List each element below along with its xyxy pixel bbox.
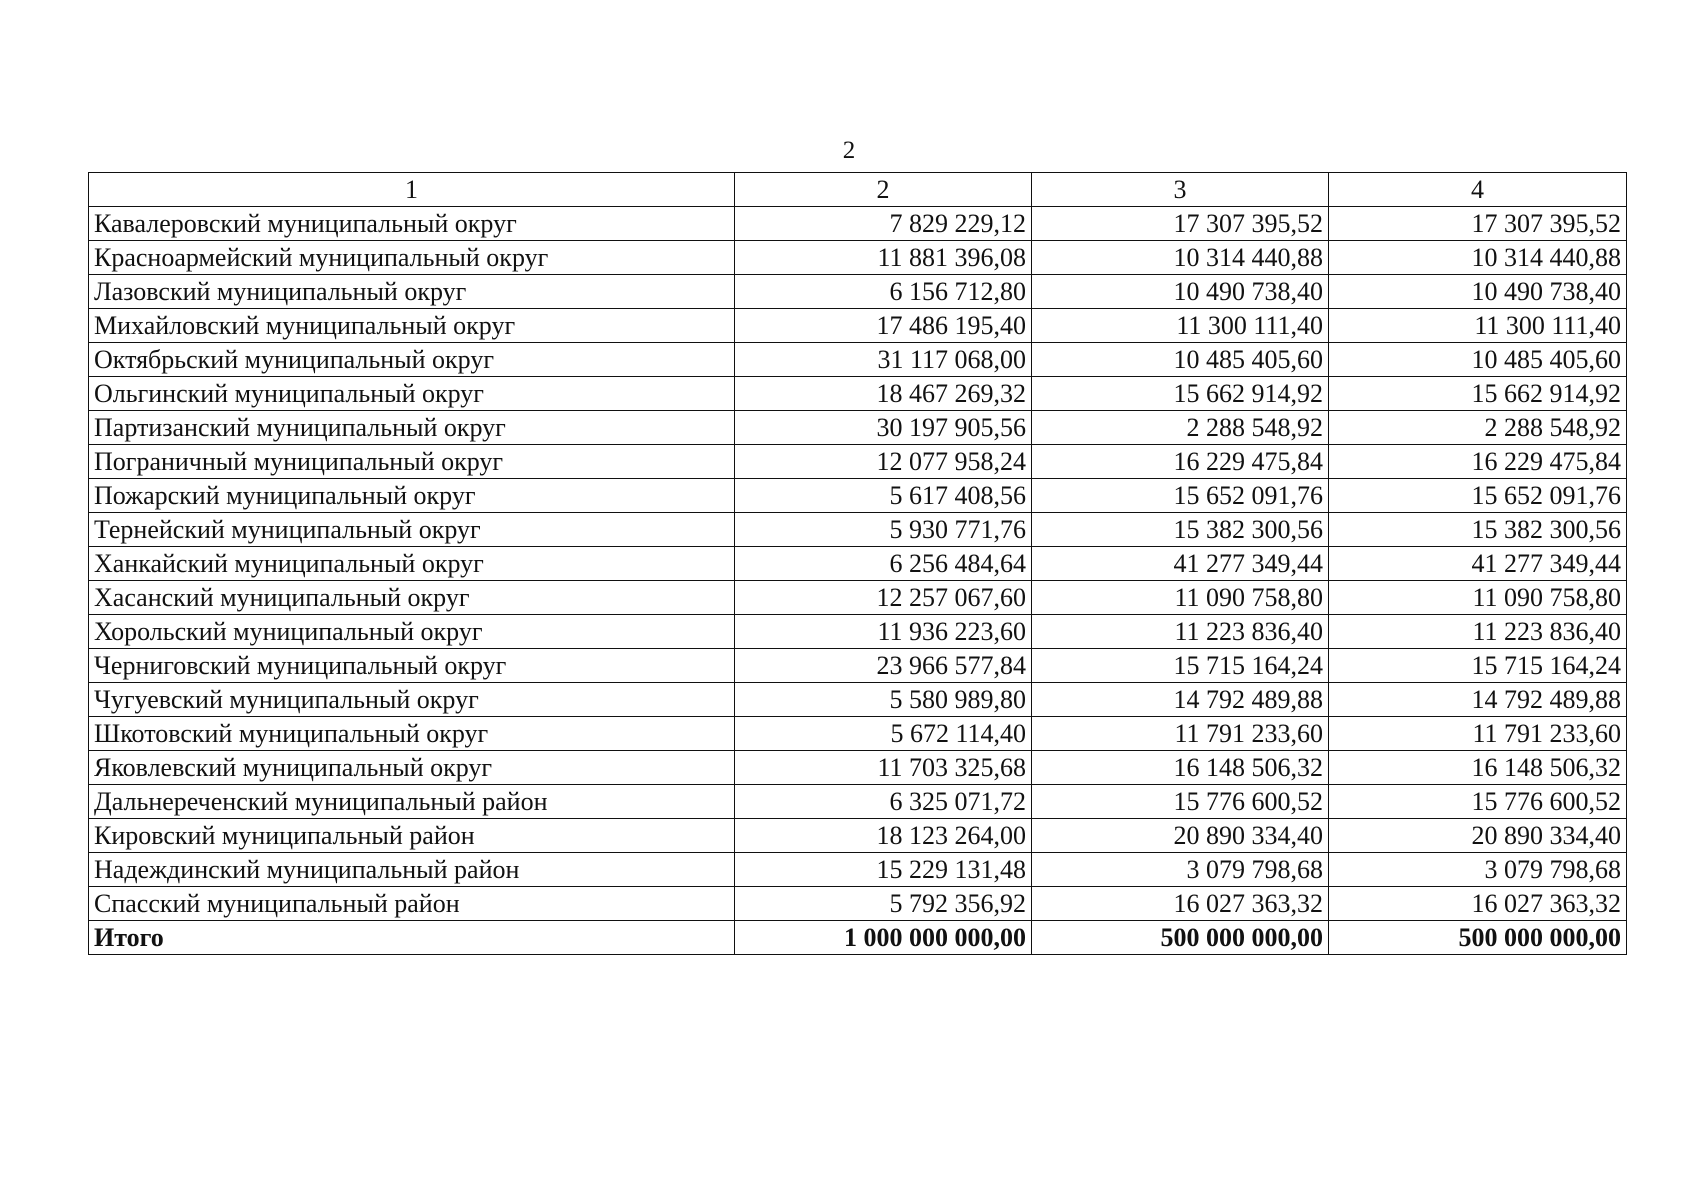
table-row <box>89 819 1627 853</box>
total-row <box>89 921 1627 955</box>
cell-col-2: 5 792 356,92 <box>735 887 1032 921</box>
total-cell-3: 500 000 000,00 <box>1032 921 1329 955</box>
cell-col-4: 11 090 758,80 <box>1329 581 1627 615</box>
cell-col-4: 15 662 914,92 <box>1329 377 1627 411</box>
municipality-name: Кировский муниципальный район <box>89 819 735 853</box>
cell-col-4: 15 715 164,24 <box>1329 649 1627 683</box>
cell-col-4: 10 490 738,40 <box>1329 275 1627 309</box>
municipality-name: Красноармейский муниципальный округ <box>89 241 735 275</box>
cell-col-4: 16 148 506,32 <box>1329 751 1627 785</box>
total-label: Итого <box>89 921 735 955</box>
cell-col-2: 5 930 771,76 <box>735 513 1032 547</box>
cell-col-3: 10 485 405,60 <box>1032 343 1329 377</box>
cell-col-3: 11 090 758,80 <box>1032 581 1329 615</box>
table-row <box>89 547 1627 581</box>
cell-col-3: 17 307 395,52 <box>1032 207 1329 241</box>
cell-col-4: 15 776 600,52 <box>1329 785 1627 819</box>
table-row <box>89 207 1627 241</box>
cell-col-2: 11 703 325,68 <box>735 751 1032 785</box>
cell-col-2: 31 117 068,00 <box>735 343 1032 377</box>
cell-col-4: 3 079 798,68 <box>1329 853 1627 887</box>
table-row <box>89 241 1627 275</box>
cell-col-2: 11 881 396,08 <box>735 241 1032 275</box>
municipality-name: Михайловский муниципальный округ <box>89 309 735 343</box>
cell-col-4: 41 277 349,44 <box>1329 547 1627 581</box>
cell-col-2: 5 617 408,56 <box>735 479 1032 513</box>
cell-col-3: 20 890 334,40 <box>1032 819 1329 853</box>
cell-col-3: 3 079 798,68 <box>1032 853 1329 887</box>
cell-col-2: 6 156 712,80 <box>735 275 1032 309</box>
table-row <box>89 717 1627 751</box>
municipality-name: Яковлевский муниципальный округ <box>89 751 735 785</box>
total-cell-2: 1 000 000 000,00 <box>735 921 1032 955</box>
municipality-name: Пограничный муниципальный округ <box>89 445 735 479</box>
cell-col-2: 6 256 484,64 <box>735 547 1032 581</box>
cell-col-2: 15 229 131,48 <box>735 853 1032 887</box>
table-row <box>89 275 1627 309</box>
cell-col-3: 15 382 300,56 <box>1032 513 1329 547</box>
cell-col-2: 17 486 195,40 <box>735 309 1032 343</box>
cell-col-4: 17 307 395,52 <box>1329 207 1627 241</box>
cell-col-3: 10 314 440,88 <box>1032 241 1329 275</box>
cell-col-4: 15 652 091,76 <box>1329 479 1627 513</box>
municipality-name: Кавалеровский муниципальный округ <box>89 207 735 241</box>
cell-col-2: 30 197 905,56 <box>735 411 1032 445</box>
table-row <box>89 513 1627 547</box>
cell-col-3: 41 277 349,44 <box>1032 547 1329 581</box>
table-row <box>89 887 1627 921</box>
municipality-name: Дальнереченский муниципальный район <box>89 785 735 819</box>
municipality-name: Хасанский муниципальный округ <box>89 581 735 615</box>
table-row <box>89 343 1627 377</box>
table-row <box>89 309 1627 343</box>
column-header-2: 2 <box>735 173 1032 207</box>
cell-col-3: 11 300 111,40 <box>1032 309 1329 343</box>
cell-col-4: 11 300 111,40 <box>1329 309 1627 343</box>
cell-col-2: 5 672 114,40 <box>735 717 1032 751</box>
table-row <box>89 785 1627 819</box>
municipality-name: Ханкайский муниципальный округ <box>89 547 735 581</box>
table-row <box>89 853 1627 887</box>
table-row <box>89 649 1627 683</box>
municipality-name: Спасский муниципальный район <box>89 887 735 921</box>
municipality-name: Лазовский муниципальный округ <box>89 275 735 309</box>
cell-col-3: 16 148 506,32 <box>1032 751 1329 785</box>
cell-col-4: 2 288 548,92 <box>1329 411 1627 445</box>
cell-col-3: 16 027 363,32 <box>1032 887 1329 921</box>
cell-col-4: 10 314 440,88 <box>1329 241 1627 275</box>
cell-col-4: 10 485 405,60 <box>1329 343 1627 377</box>
cell-col-4: 11 791 233,60 <box>1329 717 1627 751</box>
table-body <box>89 207 1627 921</box>
cell-col-2: 5 580 989,80 <box>735 683 1032 717</box>
municipality-name: Черниговский муниципальный округ <box>89 649 735 683</box>
cell-col-3: 10 490 738,40 <box>1032 275 1329 309</box>
table-row <box>89 479 1627 513</box>
page-number: 2 <box>842 137 856 164</box>
cell-col-2: 18 467 269,32 <box>735 377 1032 411</box>
cell-col-4: 15 382 300,56 <box>1329 513 1627 547</box>
column-header-3: 3 <box>1032 173 1329 207</box>
municipality-name: Тернейский муниципальный округ <box>89 513 735 547</box>
header-row <box>89 173 1627 207</box>
table-row <box>89 615 1627 649</box>
cell-col-4: 14 792 489,88 <box>1329 683 1627 717</box>
table-row <box>89 377 1627 411</box>
cell-col-2: 11 936 223,60 <box>735 615 1032 649</box>
cell-col-2: 6 325 071,72 <box>735 785 1032 819</box>
table-row <box>89 581 1627 615</box>
cell-col-3: 15 652 091,76 <box>1032 479 1329 513</box>
cell-col-2: 7 829 229,12 <box>735 207 1032 241</box>
municipality-name: Надеждинский муниципальный район <box>89 853 735 887</box>
cell-col-2: 18 123 264,00 <box>735 819 1032 853</box>
cell-col-3: 15 776 600,52 <box>1032 785 1329 819</box>
column-header-4: 4 <box>1329 173 1627 207</box>
table-row <box>89 683 1627 717</box>
cell-col-4: 20 890 334,40 <box>1329 819 1627 853</box>
cell-col-3: 11 223 836,40 <box>1032 615 1329 649</box>
table-row <box>89 751 1627 785</box>
cell-col-3: 16 229 475,84 <box>1032 445 1329 479</box>
table-row <box>89 411 1627 445</box>
municipality-name: Октябрьский муниципальный округ <box>89 343 735 377</box>
cell-col-2: 12 257 067,60 <box>735 581 1032 615</box>
cell-col-3: 11 791 233,60 <box>1032 717 1329 751</box>
cell-col-4: 16 229 475,84 <box>1329 445 1627 479</box>
table-row <box>89 445 1627 479</box>
total-cell-4: 500 000 000,00 <box>1329 921 1627 955</box>
column-header-1: 1 <box>89 173 735 207</box>
municipality-name: Партизанский муниципальный округ <box>89 411 735 445</box>
cell-col-2: 23 966 577,84 <box>735 649 1032 683</box>
cell-col-3: 14 792 489,88 <box>1032 683 1329 717</box>
cell-col-3: 15 715 164,24 <box>1032 649 1329 683</box>
municipality-name: Ольгинский муниципальный округ <box>89 377 735 411</box>
municipality-name: Хорольский муниципальный округ <box>89 615 735 649</box>
cell-col-2: 12 077 958,24 <box>735 445 1032 479</box>
cell-col-3: 15 662 914,92 <box>1032 377 1329 411</box>
municipality-name: Пожарский муниципальный округ <box>89 479 735 513</box>
municipality-name: Чугуевский муниципальный округ <box>89 683 735 717</box>
cell-col-4: 11 223 836,40 <box>1329 615 1627 649</box>
cell-col-3: 2 288 548,92 <box>1032 411 1329 445</box>
cell-col-4: 16 027 363,32 <box>1329 887 1627 921</box>
municipality-name: Шкотовский муниципальный округ <box>89 717 735 751</box>
data-table <box>88 172 1627 955</box>
